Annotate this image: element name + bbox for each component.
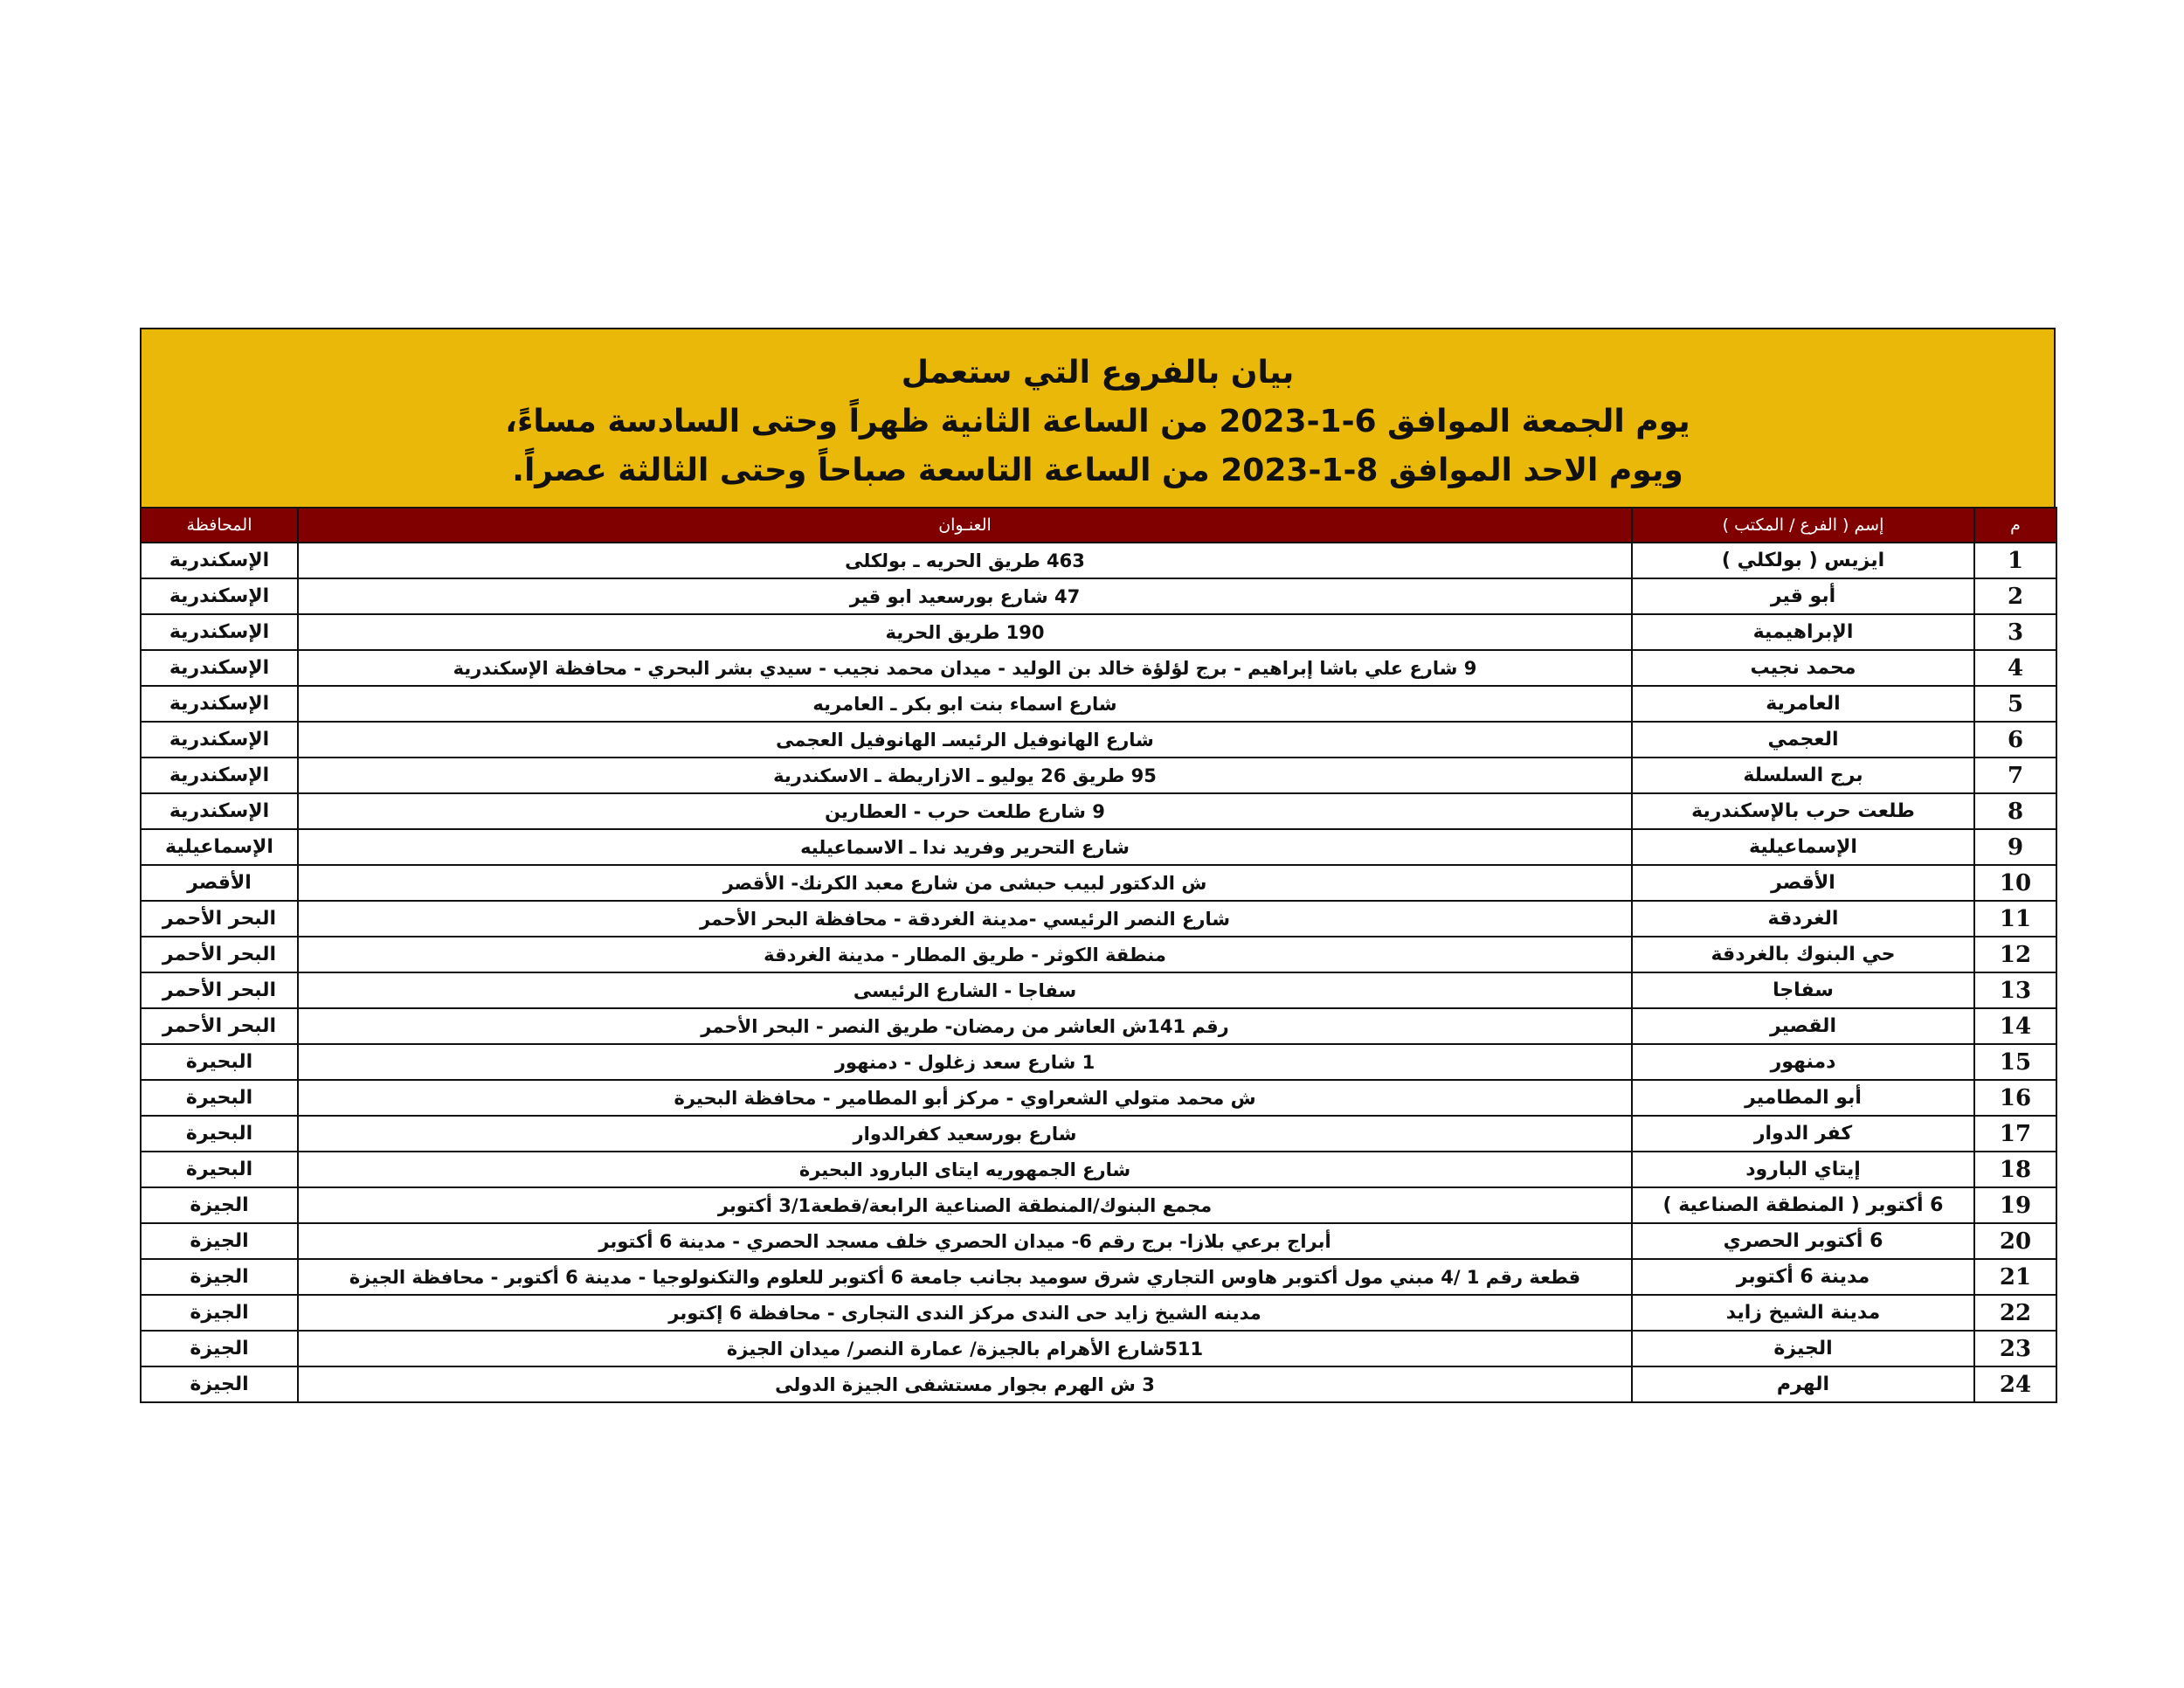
- row-number: 18: [1974, 1152, 2056, 1187]
- branch-name: مدينة الشيخ زايد: [1632, 1295, 1974, 1331]
- branch-name: ايزيس ( بولكلي ): [1632, 543, 1974, 578]
- branch-governorate: الأقصر: [141, 865, 298, 901]
- row-number: 4: [1974, 650, 2056, 686]
- row-number: 19: [1974, 1187, 2056, 1223]
- branch-name: مدينة 6 أكتوبر: [1632, 1259, 1974, 1295]
- title-line-2: يوم الجمعة الموافق 6-1-2023 من الساعة الثانية ظهراً وحتى السادسة مساءً،: [505, 404, 1690, 439]
- branch-name: الإبراهيمية: [1632, 614, 1974, 650]
- branch-name: أبو قير: [1632, 578, 1974, 614]
- table-row: [141, 650, 2056, 686]
- branch-address: أبراج برعي بلازا- برج رقم 6- ميدان الحصري خلف مسجد الحصري - مدينة 6 أكتوبر: [298, 1223, 1632, 1259]
- branch-governorate: الجيزة: [141, 1259, 298, 1295]
- branch-name: الإسماعيلية: [1632, 829, 1974, 865]
- table-row: [141, 1187, 2056, 1223]
- table-row: [141, 686, 2056, 722]
- table-row: [141, 1366, 2056, 1402]
- branch-governorate: البحيرة: [141, 1044, 298, 1080]
- branch-name: الغردقة: [1632, 901, 1974, 937]
- table-header-row: [141, 508, 2056, 543]
- branch-address: 95 طريق 26 يوليو ـ الازاريطة ـ الاسكندرية: [298, 758, 1632, 793]
- branch-name: إيتاي البارود: [1632, 1152, 1974, 1187]
- branch-address: سفاجا - الشارع الرئيسى: [298, 972, 1632, 1008]
- table-row: [141, 578, 2056, 614]
- branch-name: العجمي: [1632, 722, 1974, 758]
- branch-governorate: البحر الأحمر: [141, 1008, 298, 1044]
- table-row: [141, 614, 2056, 650]
- row-number: 23: [1974, 1331, 2056, 1366]
- column-header-branch: إسم ( الفرع / المكتب ): [1632, 508, 1974, 543]
- branch-name: حي البنوك بالغردقة: [1632, 937, 1974, 972]
- row-number: 13: [1974, 972, 2056, 1008]
- branch-governorate: البحيرة: [141, 1080, 298, 1116]
- branch-governorate: الجيزة: [141, 1295, 298, 1331]
- row-number: 14: [1974, 1008, 2056, 1044]
- table-row: [141, 972, 2056, 1008]
- branch-address: 3 ش الهرم بجوار مستشفى الجيزة الدولى: [298, 1366, 1632, 1402]
- row-number: 3: [1974, 614, 2056, 650]
- row-number: 5: [1974, 686, 2056, 722]
- branch-governorate: الجيزة: [141, 1366, 298, 1402]
- title-banner: [140, 328, 2056, 507]
- branch-governorate: الإسكندرية: [141, 543, 298, 578]
- table-row: [141, 1259, 2056, 1295]
- branch-address: 47 شارع بورسعيد ابو قير: [298, 578, 1632, 614]
- table-row: [141, 1295, 2056, 1331]
- row-number: 2: [1974, 578, 2056, 614]
- row-number: 17: [1974, 1116, 2056, 1152]
- column-header-num: م: [1974, 508, 2056, 543]
- branch-governorate: الإسكندرية: [141, 578, 298, 614]
- table-body: [141, 543, 2056, 1402]
- branch-governorate: الإسكندرية: [141, 614, 298, 650]
- branch-governorate: الجيزة: [141, 1331, 298, 1366]
- branch-address: شارع الهانوفيل الرئيسـ الهانوفيل العجمى: [298, 722, 1632, 758]
- branch-governorate: الجيزة: [141, 1223, 298, 1259]
- branch-governorate: الإسكندرية: [141, 650, 298, 686]
- branch-governorate: الإسكندرية: [141, 758, 298, 793]
- branch-name: القصير: [1632, 1008, 1974, 1044]
- branch-name: سفاجا: [1632, 972, 1974, 1008]
- table-row: [141, 1116, 2056, 1152]
- table-row: [141, 1080, 2056, 1116]
- branch-address: 511شارع الأهرام بالجيزة/ عمارة النصر/ ميدان الجيزة: [298, 1331, 1632, 1366]
- branch-address: مجمع البنوك/المنطقة الصناعية الرابعة/قطعة3/1 أكتوبر: [298, 1187, 1632, 1223]
- branch-address: شارع بورسعيد كفرالدوار: [298, 1116, 1632, 1152]
- branch-name: طلعت حرب بالإسكندرية: [1632, 793, 1974, 829]
- branch-address: منطقة الكوثر - طريق المطار - مدينة الغردقة: [298, 937, 1632, 972]
- branch-governorate: البحر الأحمر: [141, 972, 298, 1008]
- branch-governorate: البحر الأحمر: [141, 901, 298, 937]
- title-line-1: بيان بالفروع التي ستعمل: [901, 355, 1295, 391]
- branch-address: رقم 141ش العاشر من رمضان- طريق النصر - البحر الأحمر: [298, 1008, 1632, 1044]
- branch-name: 6 أكتوبر ( المنطقة الصناعية ): [1632, 1187, 1974, 1223]
- column-header-governorate: المحافظة: [141, 508, 298, 543]
- branch-address: قطعة رقم 1 /4 مبني مول أكتوبر هاوس التجاري شرق سوميد بجانب جامعة 6 أكتوبر للعلوم والتكنولوجيا - مدينة 6 أكتوبر - محافظة الجيزة: [298, 1259, 1632, 1295]
- branch-address: شارع اسماء بنت ابو بكر ـ العامريه: [298, 686, 1632, 722]
- branch-governorate: الجيزة: [141, 1187, 298, 1223]
- table-row: [141, 1044, 2056, 1080]
- branch-name: محمد نجيب: [1632, 650, 1974, 686]
- table-row: [141, 1008, 2056, 1044]
- branch-name: العامرية: [1632, 686, 1974, 722]
- branch-name: الجيزة: [1632, 1331, 1974, 1366]
- row-number: 12: [1974, 937, 2056, 972]
- branch-address: شارع النصر الرئيسي -مدينة الغردقة - محافظة البحر الأحمر: [298, 901, 1632, 937]
- row-number: 21: [1974, 1259, 2056, 1295]
- branch-address: 463 طريق الحريه ـ بولكلى: [298, 543, 1632, 578]
- row-number: 9: [1974, 829, 2056, 865]
- row-number: 8: [1974, 793, 2056, 829]
- branch-governorate: البحيرة: [141, 1116, 298, 1152]
- table-row: [141, 722, 2056, 758]
- branch-address: ش محمد متولي الشعراوي - مركز أبو المطامير - محافظة البحيرة: [298, 1080, 1632, 1116]
- branch-governorate: الإسكندرية: [141, 722, 298, 758]
- row-number: 24: [1974, 1366, 2056, 1402]
- branch-name: الهرم: [1632, 1366, 1974, 1402]
- table-row: [141, 793, 2056, 829]
- branch-name: كفر الدوار: [1632, 1116, 1974, 1152]
- branch-address: 190 طريق الحرية: [298, 614, 1632, 650]
- row-number: 22: [1974, 1295, 2056, 1331]
- branch-address: 9 شارع طلعت حرب - العطارين: [298, 793, 1632, 829]
- branches-table: [140, 507, 2057, 1403]
- branch-address: شارع التحرير وفريد ندا ـ الاسماعيليه: [298, 829, 1632, 865]
- branch-name: برج السلسلة: [1632, 758, 1974, 793]
- branches-sheet: [140, 328, 2056, 1403]
- table-row: [141, 758, 2056, 793]
- table-row: [141, 543, 2056, 578]
- branch-governorate: الإسكندرية: [141, 793, 298, 829]
- branch-name: الأقصر: [1632, 865, 1974, 901]
- branch-address: 9 شارع علي باشا إبراهيم - برج لؤلؤة خالد بن الوليد - ميدان محمد نجيب - سيدي بشر البحري - محافظة الإسكندرية: [298, 650, 1632, 686]
- branch-address: ش الدكتور لبيب حبشى من شارع معبد الكرنك- الأقصر: [298, 865, 1632, 901]
- branch-governorate: الإسكندرية: [141, 686, 298, 722]
- table-row: [141, 901, 2056, 937]
- row-number: 15: [1974, 1044, 2056, 1080]
- branch-governorate: الإسماعيلية: [141, 829, 298, 865]
- table-row: [141, 1331, 2056, 1366]
- row-number: 1: [1974, 543, 2056, 578]
- table-row: [141, 1152, 2056, 1187]
- table-row: [141, 865, 2056, 901]
- row-number: 16: [1974, 1080, 2056, 1116]
- table-row: [141, 829, 2056, 865]
- branch-name: 6 أكتوبر الحصري: [1632, 1223, 1974, 1259]
- branch-address: 1 شارع سعد زغلول - دمنهور: [298, 1044, 1632, 1080]
- row-number: 10: [1974, 865, 2056, 901]
- table-row: [141, 1223, 2056, 1259]
- column-header-address: العنـوان: [298, 508, 1632, 543]
- branch-address: مدينه الشيخ زايد حى الندى مركز الندى التجارى - محافظة 6 إكتوبر: [298, 1295, 1632, 1331]
- table-row: [141, 937, 2056, 972]
- row-number: 7: [1974, 758, 2056, 793]
- branch-address: شارع الجمهوريه ايتاى البارود البحيرة: [298, 1152, 1632, 1187]
- row-number: 6: [1974, 722, 2056, 758]
- row-number: 20: [1974, 1223, 2056, 1259]
- branch-name: دمنهور: [1632, 1044, 1974, 1080]
- title-line-3: ويوم الاحد الموافق 8-1-2023 من الساعة التاسعة صباحاً وحتى الثالثة عصراً.: [512, 453, 1683, 488]
- branch-governorate: البحيرة: [141, 1152, 298, 1187]
- row-number: 11: [1974, 901, 2056, 937]
- branch-name: أبو المطامير: [1632, 1080, 1974, 1116]
- branch-governorate: البحر الأحمر: [141, 937, 298, 972]
